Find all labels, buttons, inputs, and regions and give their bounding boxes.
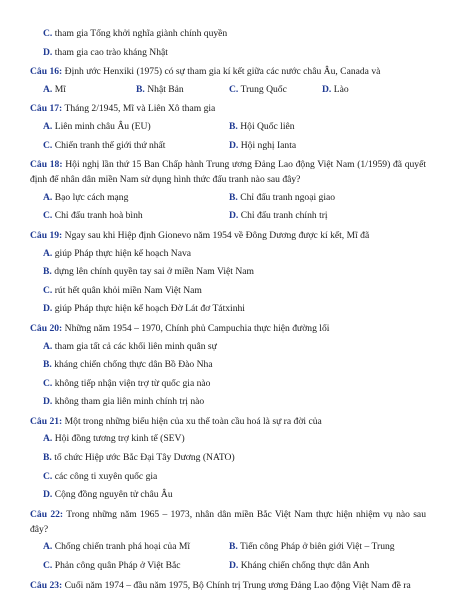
option-text: Lào	[333, 83, 349, 95]
question-text: Trong những năm 1965 – 1973, nhân dân miền Bắc Việt Nam thực hiện nhiệm vụ nào sau đây?	[30, 508, 426, 535]
option-letter: A.	[43, 120, 53, 132]
answer-option	[30, 486, 426, 505]
option-letter: A.	[43, 83, 53, 95]
option-letter: A.	[43, 340, 53, 352]
answer-option	[43, 538, 229, 557]
question-number: Câu 16:	[30, 66, 63, 78]
answer-option	[229, 207, 415, 226]
answer-option	[30, 468, 426, 487]
option-letter: C.	[43, 28, 53, 39]
question-number: Câu 20:	[30, 322, 63, 334]
option-text: kháng chiến chống thực dân Bồ Đào Nha	[54, 359, 213, 371]
option-letter: C.	[43, 470, 53, 482]
option-letter: A.	[43, 541, 53, 553]
option-text: Chỉ đấu tranh ngoại giao	[240, 191, 336, 203]
option-letter: C.	[43, 377, 53, 389]
question-number: Câu 19:	[30, 229, 63, 241]
option-letter: D.	[43, 46, 53, 58]
answer-option	[30, 263, 426, 282]
answer-row	[30, 538, 426, 557]
option-letter: B.	[43, 266, 52, 278]
option-text: Chống chiến tranh phá hoại của Mĩ	[54, 541, 191, 553]
answer-option	[229, 189, 415, 208]
question-number: Câu 17:	[30, 103, 63, 115]
question-stem	[30, 319, 426, 338]
option-letter: D.	[43, 303, 53, 315]
option-letter: D.	[43, 489, 53, 501]
answer-option	[229, 118, 415, 137]
answer-row	[30, 557, 426, 576]
question-stem	[30, 412, 426, 431]
answer-option	[43, 189, 229, 208]
question-text: Những năm 1954 – 1970, Chính phủ Campuchia thực hiện đường lối	[64, 322, 330, 334]
option-letter: B.	[229, 191, 238, 203]
option-text: Tiến công Pháp ở biên giới Việt – Trung	[240, 541, 395, 553]
answer-row	[30, 81, 426, 100]
option-text: Trung Quốc	[240, 83, 287, 95]
answer-option	[30, 375, 426, 394]
question-stem	[30, 505, 426, 539]
option-text: Nhật Bản	[147, 83, 184, 95]
answer-option	[229, 557, 415, 576]
option-text: Chỉ đấu tranh hoà bình	[54, 210, 143, 222]
answer-row	[30, 207, 426, 226]
option-text: Chỉ đấu tranh chính trị	[240, 210, 328, 222]
answer-option	[30, 44, 426, 63]
option-text: Mĩ	[54, 83, 66, 95]
question-stem	[30, 62, 426, 81]
option-letter: B.	[229, 120, 238, 132]
answer-row	[30, 189, 426, 208]
option-text: giúp Pháp thực hiện kế hoạch Nava	[54, 247, 192, 259]
option-text: Hội đồng tương trợ kinh tế (SEV)	[54, 433, 185, 445]
question-text: Định ước Henxiki (1975) có sự tham gia kí kết giữa các nước châu Âu, Canada và	[64, 66, 381, 78]
question-stem	[30, 99, 426, 118]
answer-option	[30, 300, 426, 319]
answer-option	[30, 338, 426, 357]
option-text: Phản công quân Pháp ở Việt Bắc	[54, 560, 181, 572]
answer-row	[30, 118, 426, 137]
option-text: không tiếp nhận viện trợ từ quốc gia nào	[54, 377, 211, 389]
option-letter: D.	[229, 560, 239, 572]
question-stem	[30, 226, 426, 245]
answer-option	[136, 81, 229, 100]
option-text: tham gia tất cả các khối liên minh quân sự	[54, 340, 217, 352]
answer-option	[30, 449, 426, 468]
option-text: không tham gia liên minh chính trị nào	[54, 396, 205, 408]
question-number: Câu 23:	[30, 579, 63, 591]
option-text: tham gia Tổng khởi nghĩa giành chính quyền	[54, 28, 228, 39]
answer-option	[229, 81, 322, 100]
option-letter: A.	[43, 247, 53, 259]
option-text: Bạo lực cách mạng	[54, 191, 129, 203]
option-letter: A.	[43, 433, 53, 445]
question-stem	[30, 576, 426, 594]
option-letter: C.	[43, 210, 53, 222]
question-stem	[30, 155, 426, 189]
answer-row	[30, 137, 426, 156]
option-text: Cộng đồng nguyên tử châu Âu	[54, 489, 173, 501]
question-text: Cuối năm 1974 – đầu năm 1975, Bộ Chính trị Trung ương Đảng Lao động Việt Nam đề ra	[64, 579, 411, 591]
answer-option	[322, 81, 415, 100]
option-letter: B.	[136, 83, 145, 95]
answer-option	[30, 356, 426, 375]
question-text: Tháng 2/1945, Mĩ và Liên Xô tham gia	[64, 103, 216, 115]
option-letter: C.	[43, 284, 53, 296]
answer-option	[229, 137, 415, 156]
option-letter: B.	[43, 452, 52, 464]
answer-option	[43, 207, 229, 226]
option-letter: C.	[43, 560, 53, 572]
option-text: Liên minh châu Âu (EU)	[54, 120, 151, 132]
question-number: Câu 18:	[30, 159, 63, 171]
answer-option	[43, 118, 229, 137]
option-text: các công ti xuyên quốc gia	[54, 470, 158, 482]
option-letter: A.	[43, 191, 53, 203]
answer-option	[30, 430, 426, 449]
option-text: Chiến tranh thế giới thứ nhất	[54, 139, 166, 151]
option-letter: D.	[229, 210, 239, 222]
option-letter: D.	[43, 396, 53, 408]
answer-option	[43, 81, 136, 100]
option-letter: B.	[43, 359, 52, 371]
question-number: Câu 22:	[30, 508, 64, 520]
answer-option	[30, 282, 426, 301]
question-text: Một trong những biểu hiện của xu thế toàn cầu hoá là sự ra đời của	[64, 415, 322, 427]
answer-option	[229, 538, 415, 557]
option-text: rút hết quân khỏi miền Nam Việt Nam	[54, 284, 202, 296]
answer-option	[30, 25, 426, 44]
option-text: tham gia cao trào kháng Nhật	[54, 46, 168, 58]
answer-option	[43, 557, 229, 576]
document-page	[30, 25, 426, 594]
question-text: Hội nghị lần thứ 15 Ban Chấp hành Trung ương Đảng Lao động Việt Nam (1/1959) đã quyết định để nhân dân miền Nam sử dụng hình thức đấu tranh nào sau đây?	[30, 159, 427, 186]
option-text: tổ chức Hiệp ước Bắc Đại Tây Dương (NATO)	[54, 452, 235, 464]
option-letter: B.	[229, 541, 238, 553]
option-text: Hội Quốc liên	[240, 120, 295, 132]
answer-option	[43, 137, 229, 156]
option-letter: D.	[229, 139, 239, 151]
answer-option	[30, 245, 426, 264]
answer-option	[30, 393, 426, 412]
option-text: Hội nghị Ianta	[240, 139, 297, 151]
option-text: giúp Pháp thực hiện kế hoạch Đờ Lát đơ Tátxinhi	[54, 303, 245, 315]
option-letter: C.	[43, 139, 53, 151]
option-text: Kháng chiến chống thực dân Anh	[240, 560, 370, 572]
option-letter: C.	[229, 83, 239, 95]
option-text: dựng lên chính quyền tay sai ở miền Nam Việt Nam	[54, 266, 254, 278]
question-text: Ngay sau khi Hiệp định Gionevo năm 1954 về Đông Dương được kí kết, Mĩ đã	[64, 229, 370, 241]
option-letter: D.	[322, 83, 332, 95]
question-number: Câu 21:	[30, 415, 63, 427]
